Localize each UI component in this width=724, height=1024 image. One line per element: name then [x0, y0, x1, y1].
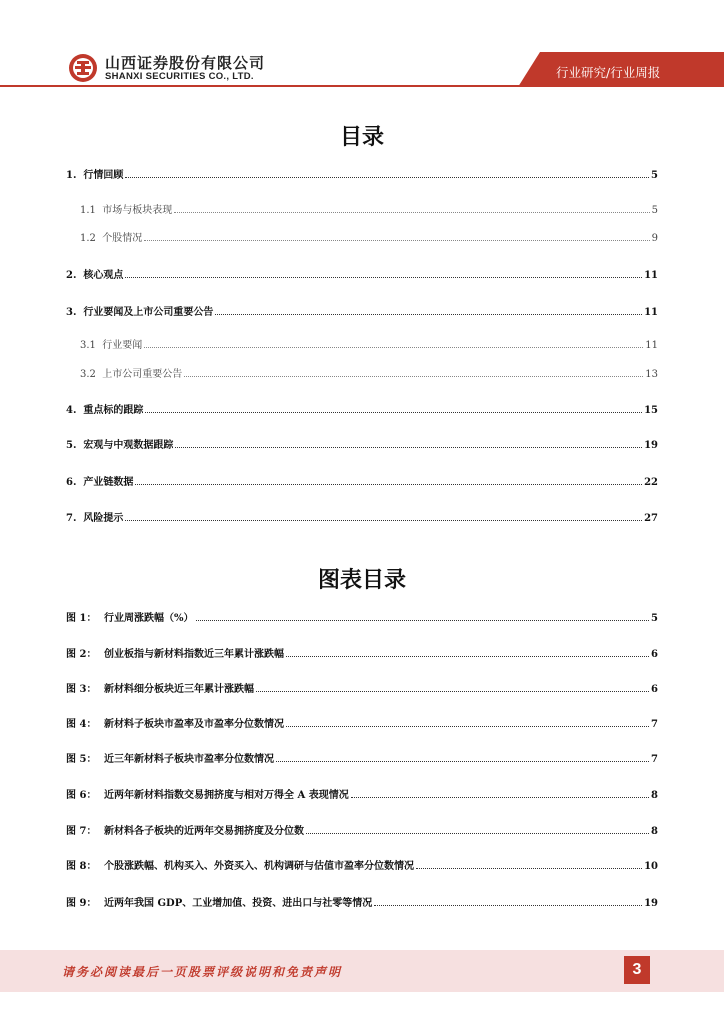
figure-entry-page: 6: [651, 649, 658, 660]
toc-entry-label: 上市公司重要公告: [102, 369, 183, 380]
toc-leader-dots: [144, 231, 649, 241]
figure-entry[interactable]: [66, 788, 658, 803]
figure-entry-number: 图 8：: [66, 861, 97, 872]
page-number: 3: [624, 956, 650, 984]
toc-entry-page: 9: [651, 233, 658, 244]
figure-leader-dots: [256, 682, 649, 692]
figure-entry-label: 新材料各子板块的近两年交易拥挤度及分位数: [104, 826, 304, 837]
toc-leader-dots: [215, 305, 642, 315]
toc-entry-page: 5: [651, 205, 658, 216]
toc-entry-number: 1.: [66, 170, 84, 181]
toc-entry-page: 11: [644, 307, 658, 318]
figure-entry-number: 图 9：: [66, 898, 97, 909]
toc-entry-label: 行情回顾: [83, 170, 124, 181]
toc-subentry[interactable]: [80, 367, 658, 382]
figure-entry-page: 8: [651, 790, 658, 801]
figure-leader-dots: [306, 824, 649, 834]
toc-leader-dots: [175, 438, 642, 448]
toc-entry-page: 11: [644, 270, 658, 281]
figure-entry-number: 图 5：: [66, 754, 97, 765]
toc-entry-number: 3.: [66, 307, 84, 318]
toc-entry-label: 行业要闻及上市公司重要公告: [83, 307, 214, 318]
toc-entry-number: 6.: [66, 477, 84, 488]
figure-entry-page: 10: [644, 861, 658, 872]
figure-entry-label: 近三年新材料子板块市盈率分位数情况: [104, 754, 274, 765]
figure-entry-page: 8: [651, 826, 658, 837]
figure-entry-page: 6: [651, 684, 658, 695]
figure-leader-dots: [286, 647, 649, 657]
figure-entry-label: 新材料子板块市盈率及市盈率分位数情况: [104, 719, 284, 730]
figure-entry[interactable]: [66, 682, 658, 697]
toc-entry-number: 1.1: [80, 205, 103, 216]
toc-entry-label: 核心观点: [83, 270, 124, 281]
toc-leader-dots: [184, 367, 643, 377]
toc-leader-dots: [125, 168, 649, 178]
figure-list-title: 图表目录: [317, 568, 406, 593]
figure-entry[interactable]: [66, 896, 658, 911]
toc-entry-label: 行业要闻: [102, 340, 143, 351]
toc-entry-label: 市场与板块表现: [102, 205, 173, 216]
toc-entry-page: 5: [651, 170, 658, 181]
figure-entry-label: 个股涨跌幅、机构买入、外资买入、机构调研与估值市盈率分位数情况: [104, 861, 414, 872]
figure-entry[interactable]: [66, 859, 658, 874]
toc-leader-dots: [125, 511, 642, 521]
figure-entry-label: 近两年我国 GDP、工业增加值、投资、进出口与社零等情况: [104, 898, 373, 909]
figure-entry-label: 近两年新材料指数交易拥挤度与相对万得全 A 表现情况: [104, 790, 349, 801]
toc-entry-label: 个股情况: [102, 233, 143, 244]
figure-entry-label: 创业板指与新材料指数近三年累计涨跌幅: [104, 649, 284, 660]
page-header: [0, 0, 724, 100]
toc-entry-label: 风险提示: [83, 513, 124, 524]
company-name-cn: 山西证券股份有限公司: [105, 54, 266, 72]
figure-leader-dots: [286, 717, 649, 727]
toc-entry-page: 19: [644, 440, 658, 451]
toc-entry[interactable]: [66, 403, 658, 418]
figure-leader-dots: [276, 752, 649, 762]
figure-entry-number: 图 7：: [66, 826, 97, 837]
toc-entry-page: 11: [645, 340, 658, 351]
toc-entry[interactable]: [66, 168, 658, 183]
toc-entry-number: 1.2: [80, 233, 103, 244]
figure-leader-dots: [196, 611, 650, 621]
figure-leader-dots: [416, 859, 642, 869]
toc-entry[interactable]: [66, 475, 658, 490]
figure-entry-page: 7: [651, 719, 658, 730]
toc-entry-label: 宏观与中观数据跟踪: [83, 440, 174, 451]
toc-entry-label: 产业链数据: [83, 477, 134, 488]
toc-entry[interactable]: [66, 305, 658, 320]
toc-entry-number: 2.: [66, 270, 84, 281]
figure-entry[interactable]: [66, 824, 658, 839]
toc-leader-dots: [145, 403, 642, 413]
toc-entry-page: 13: [645, 369, 658, 380]
company-name-en: SHANXI SECURITIES CO., LTD.: [105, 71, 254, 82]
toc-entry[interactable]: [66, 511, 658, 526]
figure-entry-label: 新材料细分板块近三年累计涨跌幅: [104, 684, 254, 695]
disclaimer-notice: 请务必阅读最后一页股票评级说明和免责声明: [62, 965, 343, 979]
figure-entry[interactable]: [66, 611, 658, 626]
figure-leader-dots: [351, 788, 649, 798]
toc-subentry[interactable]: [80, 203, 658, 218]
toc-leader-dots: [174, 203, 649, 213]
toc-entry-number: 7.: [66, 513, 84, 524]
toc-leader-dots: [144, 338, 643, 348]
figure-entry-page: 7: [651, 754, 658, 765]
figure-entry[interactable]: [66, 752, 658, 767]
toc-entry-number: 3.2: [80, 369, 103, 380]
figure-leader-dots: [374, 896, 642, 906]
toc-subentry[interactable]: [80, 231, 658, 246]
header-divider: [0, 85, 724, 87]
figure-entry-number: 图 6：: [66, 790, 97, 801]
toc-leader-dots: [125, 268, 642, 278]
toc-entry[interactable]: [66, 268, 658, 283]
toc-entry-page: 22: [644, 477, 658, 488]
figure-entry-number: 图 3：: [66, 684, 97, 695]
figure-entry-page: 19: [644, 898, 658, 909]
figure-entry-label: 行业周涨跌幅（%）: [104, 613, 194, 624]
toc-subentry[interactable]: [80, 338, 658, 353]
figure-entry-number: 图 4：: [66, 719, 97, 730]
toc-title: 目录: [339, 125, 384, 150]
toc-entry[interactable]: [66, 438, 658, 453]
figure-entry-number: 图 2：: [66, 649, 97, 660]
company-logo-icon: [68, 53, 98, 83]
figure-entry-page: 5: [651, 613, 658, 624]
figure-entry-number: 图 1：: [66, 613, 97, 624]
toc-entry-number: 4.: [66, 405, 84, 416]
toc-leader-dots: [135, 475, 642, 485]
toc-entry-number: 5.: [66, 440, 84, 451]
toc-entry-page: 27: [644, 513, 658, 524]
toc-entry-label: 重点标的跟踪: [83, 405, 144, 416]
figure-entry[interactable]: [66, 717, 658, 732]
toc-entry-number: 3.1: [80, 340, 103, 351]
figure-entry[interactable]: [66, 647, 658, 662]
report-category: 行业研究/行业周报: [556, 65, 661, 80]
toc-entry-page: 15: [644, 405, 658, 416]
